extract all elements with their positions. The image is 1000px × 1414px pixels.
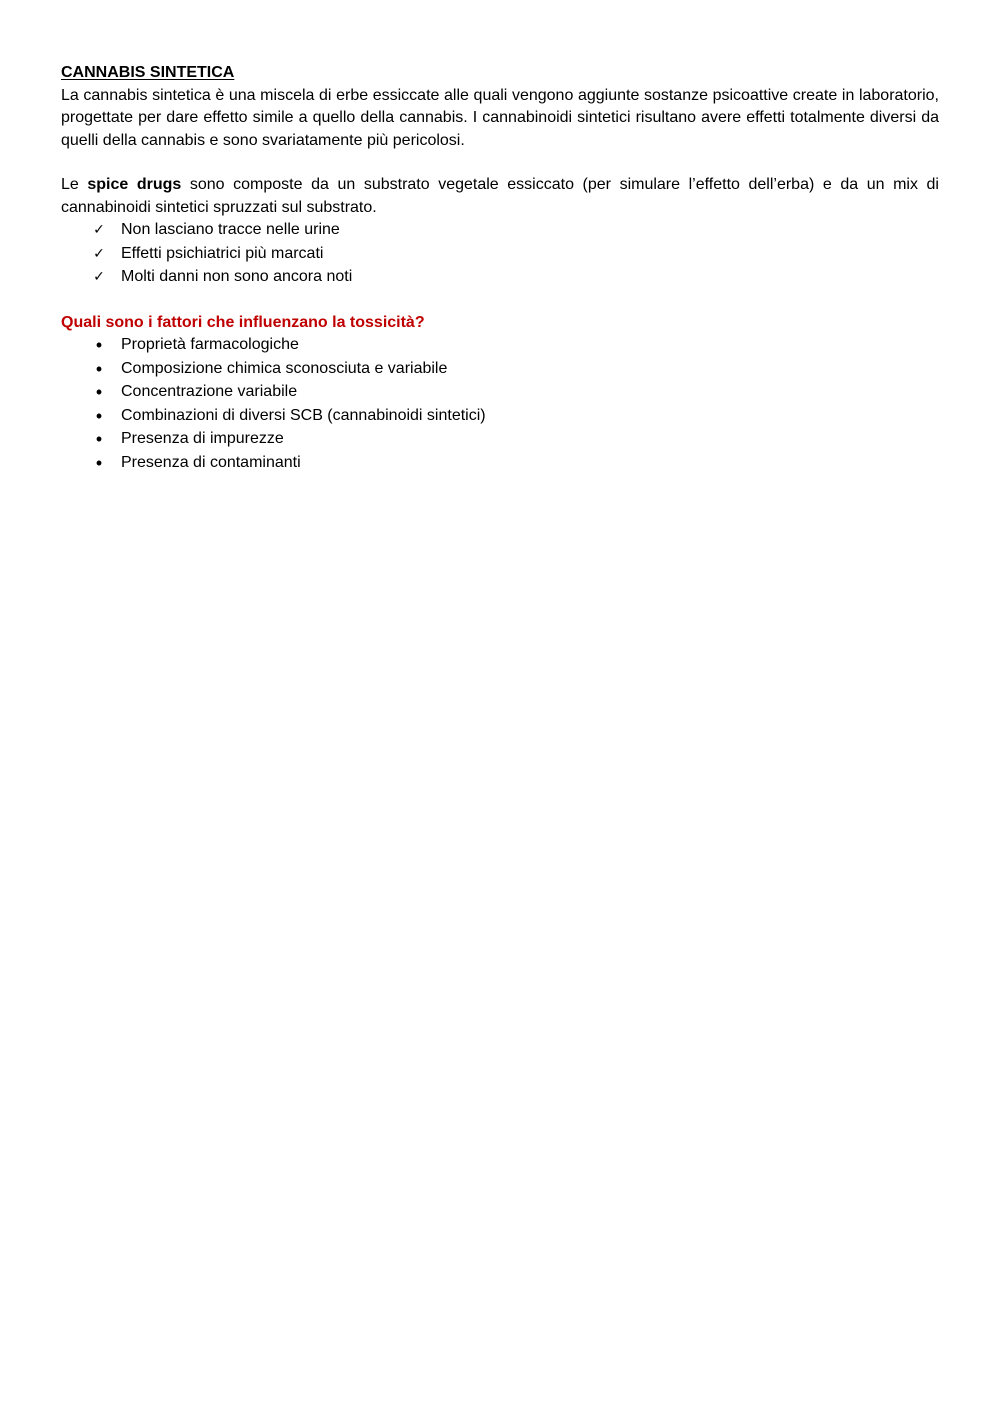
- question-heading: Quali sono i fattori che influenzano la tossicità?: [61, 313, 425, 331]
- list-item: [61, 405, 939, 429]
- list-item-text: Presenza di impurezze: [121, 430, 284, 447]
- list-item: [61, 334, 939, 358]
- list-item: [61, 381, 939, 405]
- spice-term: spice drugs: [87, 176, 182, 193]
- document-title: CANNABIS SINTETICA: [61, 64, 235, 81]
- bullet-icon: •: [95, 382, 103, 402]
- bullet-icon: •: [95, 335, 103, 355]
- list-item: [61, 243, 939, 267]
- list-item: [61, 428, 939, 452]
- check-list: [61, 219, 939, 290]
- intro-paragraph: La cannabis sintetica è una miscela di erbe essiccate alle quali vengono aggiunte sostanze psicoattive create in laboratorio, progettate per dare effetto simile a quello della cannabis. I cannabinoidi sintetici risultano avere effetti totalmente diversi da quelli della cannabis e sono svariatamente più pericolosi.: [61, 86, 939, 149]
- bullet-icon: •: [95, 358, 103, 379]
- list-item: [61, 452, 939, 476]
- spice-rest: sono composte da un substrato vegetale essiccato (per simulare l’effetto dell’erba) e da un mix di cannabinoidi sintetici spruzzati sul substrato.: [61, 176, 939, 216]
- factors-list: [61, 334, 939, 475]
- document-page: [61, 62, 939, 475]
- spacer: [61, 290, 939, 312]
- list-item-text: Effetti psichiatrici più marcati: [121, 244, 324, 262]
- list-item-text: Non lasciano tracce nelle urine: [121, 221, 340, 238]
- list-item: [61, 219, 939, 243]
- list-item: [61, 266, 939, 290]
- check-icon: ✓: [93, 245, 105, 262]
- list-item: [61, 358, 939, 382]
- check-icon: ✓: [93, 269, 105, 285]
- list-item-text: Composizione chimica sconosciuta e variabile: [121, 359, 448, 377]
- list-item-text: Molti danni non sono ancora noti: [121, 268, 353, 285]
- list-item-text: Presenza di contaminanti: [121, 453, 301, 471]
- bullet-icon: •: [95, 429, 103, 449]
- list-item-text: Proprietà farmacologiche: [121, 336, 299, 353]
- list-item-text: Combinazioni di diversi SCB (cannabinoidi sintetici): [121, 406, 486, 424]
- list-item-text: Concentrazione variabile: [121, 383, 298, 400]
- bullet-icon: •: [95, 405, 103, 426]
- check-icon: ✓: [93, 222, 105, 238]
- spice-lead: Le: [61, 176, 88, 193]
- spacer: [61, 152, 939, 174]
- spice-paragraph: [61, 174, 939, 219]
- bullet-icon: •: [95, 452, 103, 473]
